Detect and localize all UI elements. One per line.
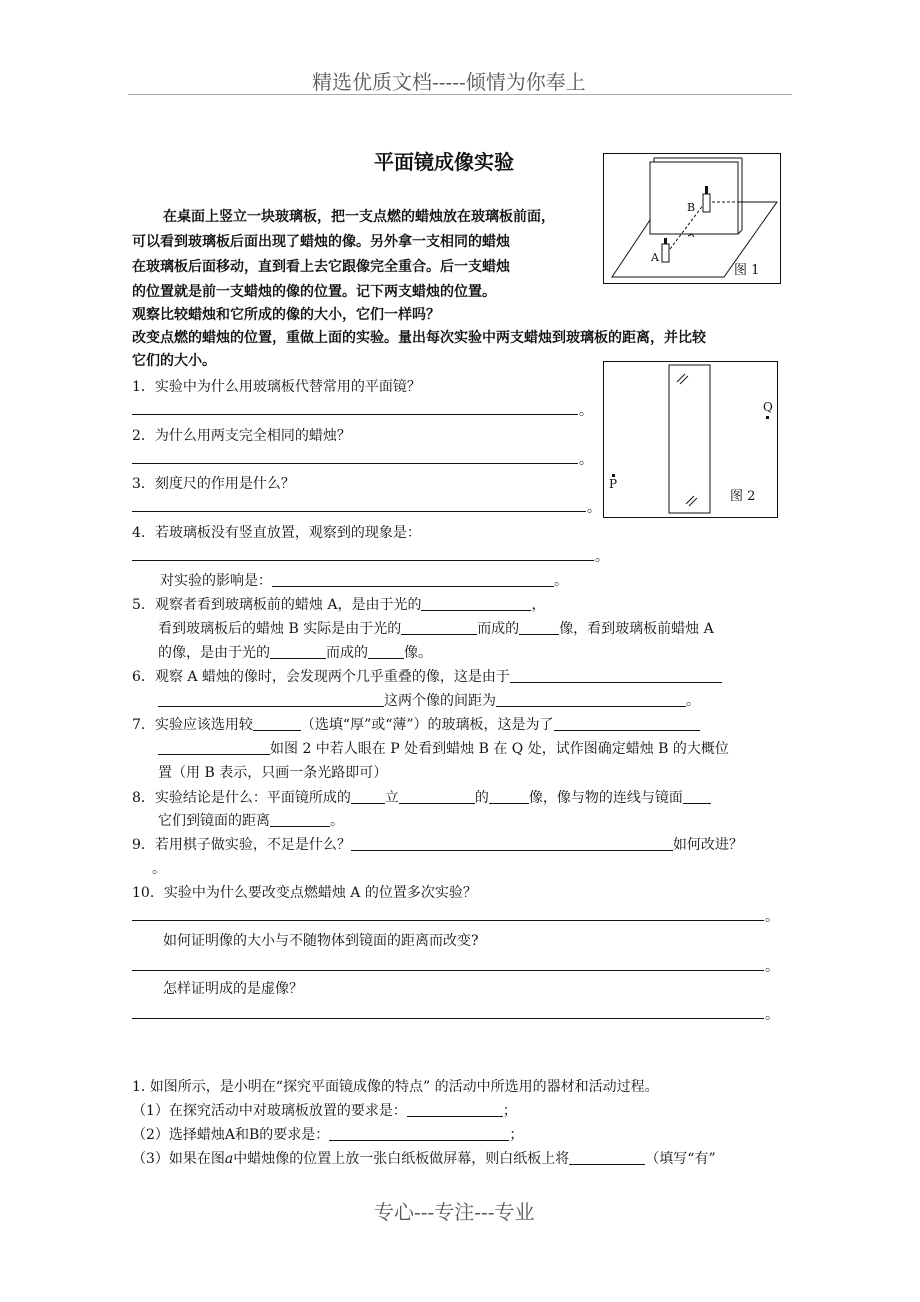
question-1: 1．实验中为什么用玻璃板代替常用的平面镜？ bbox=[132, 379, 421, 395]
part2-step-3-text-3: （填写“有” bbox=[645, 1151, 716, 1167]
question-4-effect bbox=[160, 570, 568, 590]
question-7-line-2 bbox=[158, 738, 729, 758]
figure-1-caption: 图 1 bbox=[734, 263, 760, 278]
figure-1-label-b: B bbox=[687, 201, 696, 214]
question-6-line-2 bbox=[158, 690, 700, 710]
question-8-line-1 bbox=[132, 787, 711, 807]
intro-line-3: 在玻璃板后面移动，直到看上去它跟像完全重合。后一支蜡烛 bbox=[132, 259, 510, 275]
question-5-text-3c: 像。 bbox=[404, 645, 432, 661]
answer-blank-6a[interactable] bbox=[510, 668, 722, 683]
header-rule bbox=[128, 94, 792, 95]
part2-step-1-semi: ； bbox=[502, 1103, 517, 1119]
intro-line-6: 改变点燃的蜡烛的位置，重做上面的实验。量出每次实验中两支蜡烛到玻璃板的距离，并比较 bbox=[132, 330, 706, 346]
question-5-line-2 bbox=[158, 618, 714, 638]
question-7-text-1a: 7．实验应该选用较 bbox=[132, 717, 253, 733]
question-6-line-1 bbox=[132, 666, 722, 686]
part2-intro: 1. 如图所示，是小明在“探究平面镜成像的特点” 的活动中所选用的器材和活动过程。 bbox=[132, 1079, 659, 1095]
comma-5: ， bbox=[531, 597, 546, 613]
question-5-text-3a: 的像，是由于光的 bbox=[158, 645, 270, 661]
intro-line-1: 在桌面上竖立一块玻璃板，把一支点燃的蜡烛放在玻璃板前面， bbox=[163, 209, 555, 225]
part2-step-3 bbox=[132, 1148, 716, 1168]
part2-step-3-italic-a: a bbox=[224, 1151, 234, 1167]
answer-blank-8a[interactable] bbox=[351, 789, 385, 804]
answer-blank-8d[interactable] bbox=[683, 789, 711, 804]
part2-step-1 bbox=[132, 1100, 517, 1120]
intro-line-7: 它们的大小。 bbox=[132, 353, 216, 369]
answer-blank-6b[interactable] bbox=[158, 692, 384, 707]
intro-line-5: 观察比较蜡烛和它所成的像的大小，它们一样吗？ bbox=[132, 307, 440, 323]
period-4: 。 bbox=[595, 549, 609, 565]
answer-blank-8c[interactable] bbox=[489, 789, 529, 804]
answer-blank-4b[interactable] bbox=[272, 572, 554, 587]
answer-blank-p2-3[interactable] bbox=[569, 1150, 645, 1165]
question-5-text-3b: 而成的 bbox=[326, 645, 368, 661]
page-header: 精选优质文档-----倾情为你奉上 bbox=[312, 70, 586, 94]
answer-blank-8e[interactable] bbox=[270, 812, 330, 827]
answer-blank-7b[interactable] bbox=[554, 716, 700, 731]
period-3: 。 bbox=[587, 500, 601, 516]
answer-blank-8b[interactable] bbox=[399, 789, 475, 804]
question-6-text-2: 这两个像的间距为 bbox=[384, 693, 496, 709]
question-5-text-2a: 看到玻璃板后的蜡烛 B 实际是由于光的 bbox=[158, 621, 402, 637]
intro-line-2: 可以看到玻璃板后面出现了蜡烛的像。另外拿一支相同的蜡烛 bbox=[132, 234, 510, 250]
question-10-c: 怎样证明成的是虚像？ bbox=[163, 981, 303, 997]
answer-line-10b[interactable] bbox=[132, 970, 764, 971]
period-2: 。 bbox=[579, 452, 593, 468]
question-8-text-2: 它们到镜面的距离 bbox=[158, 813, 270, 829]
period-9: 。 bbox=[152, 861, 166, 877]
question-9-text-1: 9．若用棋子做实验，不足是什么？ bbox=[132, 837, 351, 853]
period-10c: 。 bbox=[765, 1007, 779, 1023]
answer-blank-p2-2[interactable] bbox=[329, 1126, 509, 1141]
question-8-text-1a: 8．实验结论是什么：平面镜所成的 bbox=[132, 790, 351, 806]
answer-blank-7a[interactable] bbox=[253, 716, 301, 731]
answer-blank-5b[interactable] bbox=[401, 620, 477, 635]
figure-1 bbox=[603, 153, 781, 284]
answer-blank-5d[interactable] bbox=[270, 644, 326, 659]
question-8-text-1c: 的 bbox=[474, 790, 489, 806]
figure-2-label-p: P bbox=[609, 477, 618, 491]
page-title: 平面镜成像实验 bbox=[374, 150, 514, 174]
question-10-b: 如何证明像的大小与不随物体到镜面的距离而改变? bbox=[163, 933, 479, 949]
question-8-text-1d: 像，像与物的连线与镜面 bbox=[528, 790, 683, 806]
period-6: 。 bbox=[686, 693, 700, 709]
question-7-line-3: 置（用 B 表示，只画一条光路即可） bbox=[158, 765, 388, 781]
period-1: 。 bbox=[579, 403, 593, 419]
period-10: 。 bbox=[765, 909, 779, 925]
figure-2-caption: 图 2 bbox=[730, 489, 756, 504]
question-9-text-2: 如何改进？ bbox=[672, 837, 743, 853]
part2-step-2-text: （2）选择蜡烛A和B的要求是： bbox=[132, 1127, 330, 1143]
question-2: 2．为什么用两支完全相同的蜡烛？ bbox=[132, 428, 351, 444]
question-5-text-2b: 而成的 bbox=[477, 621, 520, 637]
answer-line-4[interactable] bbox=[132, 560, 594, 561]
question-7-line-1 bbox=[132, 714, 700, 734]
question-7-text-2: 如图 2 中若人眼在 P 处看到蜡烛 B 在 Q 处，试作图确定蜡烛 B 的大概位 bbox=[270, 741, 729, 757]
question-8-line-2 bbox=[158, 810, 344, 830]
part2-step-3-text-1: （3）如果在图 bbox=[132, 1151, 225, 1167]
answer-blank-p2-1[interactable] bbox=[407, 1102, 503, 1117]
answer-line-10[interactable] bbox=[132, 920, 764, 921]
answer-blank-5e[interactable] bbox=[368, 644, 404, 659]
question-6-text-1: 6．观察 A 蜡烛的像时，会发现两个几乎重叠的像，这是由于 bbox=[132, 669, 510, 685]
intro-line-4: 的位置就是前一支蜡烛的像的位置。记下两支蜡烛的位置。 bbox=[132, 284, 496, 300]
question-5-line-3 bbox=[158, 642, 432, 662]
part2-step-2 bbox=[132, 1124, 523, 1144]
answer-blank-5c[interactable] bbox=[519, 620, 559, 635]
answer-blank-9[interactable] bbox=[351, 836, 673, 851]
question-3: 3．刻度尺的作用是什么？ bbox=[132, 476, 295, 492]
page-footer: 专心---专注---专业 bbox=[374, 1200, 535, 1224]
answer-line-3[interactable] bbox=[132, 511, 586, 512]
answer-blank-7c[interactable] bbox=[158, 740, 270, 755]
answer-line-10c[interactable] bbox=[132, 1018, 764, 1019]
answer-line-2[interactable] bbox=[132, 463, 578, 464]
answer-line-1[interactable] bbox=[132, 414, 578, 415]
question-5-text-2c: 像，看到玻璃板前蜡烛 A bbox=[559, 621, 714, 637]
question-4: 4．若玻璃板没有竖直放置，观察到的现象是： bbox=[132, 525, 421, 541]
part2-step-3-text-2: 中蜡烛像的位置上放一张白纸板做屏幕，则白纸板上将 bbox=[233, 1151, 570, 1167]
question-7-text-1b: （选填“厚”或“薄”）的玻璃板，这是为了 bbox=[300, 717, 554, 733]
question-5-text-1: 5．观察者看到玻璃板前的蜡烛 A，是由于光的 bbox=[132, 597, 422, 613]
question-5-line-1 bbox=[132, 594, 545, 614]
part2-step-1-text: （1）在探究活动中对玻璃板放置的要求是： bbox=[132, 1103, 407, 1119]
question-9 bbox=[132, 834, 743, 854]
figure-1-label-a: A bbox=[651, 251, 659, 264]
question-8-text-1b: 立 bbox=[384, 790, 399, 806]
figure-2 bbox=[603, 361, 778, 518]
question-4-effect-label: 对实验的影响是： bbox=[160, 573, 272, 589]
figure-2-label-q: Q bbox=[763, 400, 773, 414]
question-10: 10．实验中为什么要改变点燃蜡烛 A 的位置多次实验？ bbox=[132, 885, 477, 901]
answer-blank-6c[interactable] bbox=[496, 692, 686, 707]
answer-blank-5a[interactable] bbox=[421, 596, 531, 611]
part2-step-2-semi: ； bbox=[509, 1127, 524, 1143]
period-8: 。 bbox=[330, 813, 344, 829]
period-4b: 。 bbox=[554, 573, 568, 589]
period-10b: 。 bbox=[765, 959, 779, 975]
